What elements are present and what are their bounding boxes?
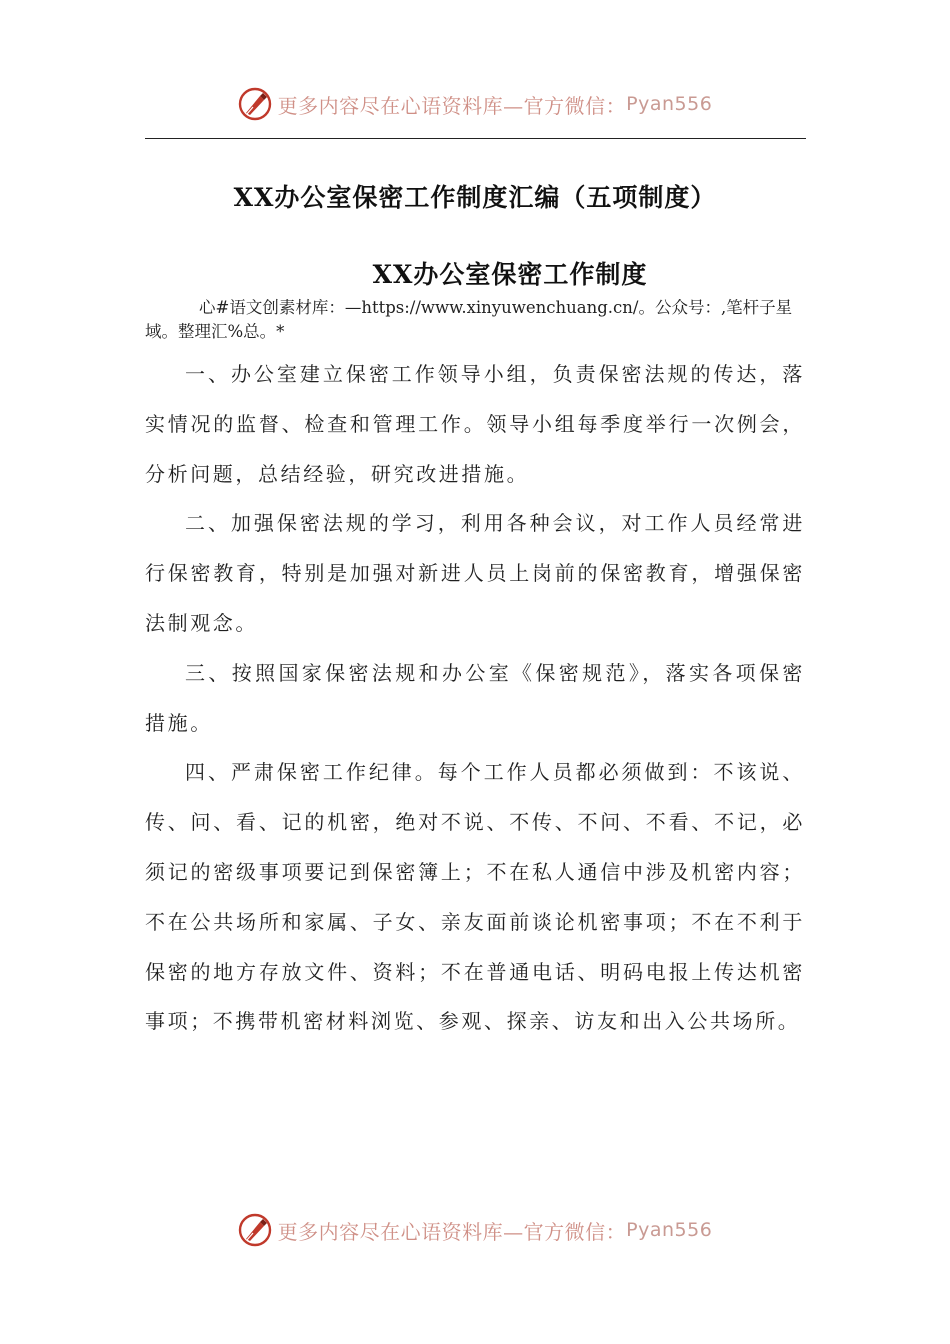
header-divider (145, 138, 806, 139)
banner-contact: Pyan556 (626, 1219, 713, 1241)
header-banner (0, 82, 950, 126)
banner-text: 更多内容尽在心语资料库—官方微信： (277, 1219, 627, 1244)
pen-nib-logo-icon (238, 1213, 272, 1247)
paragraph: 二、加强保密法规的学习，利用各种会议，对工作人员经常进行保密教育，特别是加强对新进人员上岗前的保密教育，增强保密法制观念。 (145, 511, 805, 635)
document-body (145, 350, 805, 1047)
paragraph: 三、按照国家保密法规和办公室《保密规范》，落实各项保密措施。 (145, 660, 805, 735)
footer-banner (0, 1208, 950, 1252)
banner-text: 更多内容尽在心语资料库—官方微信： (277, 93, 627, 118)
paragraph: 四、严肃保密工作纪律。每个工作人员都必须做到：不该说、传、问、看、记的机密，绝对不说、不传、不问、不看、不记，必须记的密级事项要记到保密簿上；不在私人通信中涉及机密内容；不在公共场所和家属、子女、亲友面前谈论机密事项；不在不利于保密的地方存放文件、资料；不在普通电话、明码电报上传达机密事项；不携带机密材料浏览、参观、探亲、访友和出入公共场所。 (145, 760, 805, 1034)
document-title: XX办公室保密工作制度汇编（五项制度） (233, 183, 717, 212)
pen-nib-logo-icon (238, 87, 272, 121)
section-title: XX办公室保密工作制度 (372, 260, 648, 289)
banner-contact: Pyan556 (626, 93, 713, 115)
source-note: 心#语文创素材库：—https://www.xinyuwenchuang.cn/。公众号：,笔杆子星域。整理汇%总。* (145, 298, 793, 341)
paragraph: 一、办公室建立保密工作领导小组，负责保密法规的传达，落实情况的监督、检查和管理工作。领导小组每季度举行一次例会，分析问题，总结经验，研究改进措施。 (145, 362, 805, 486)
